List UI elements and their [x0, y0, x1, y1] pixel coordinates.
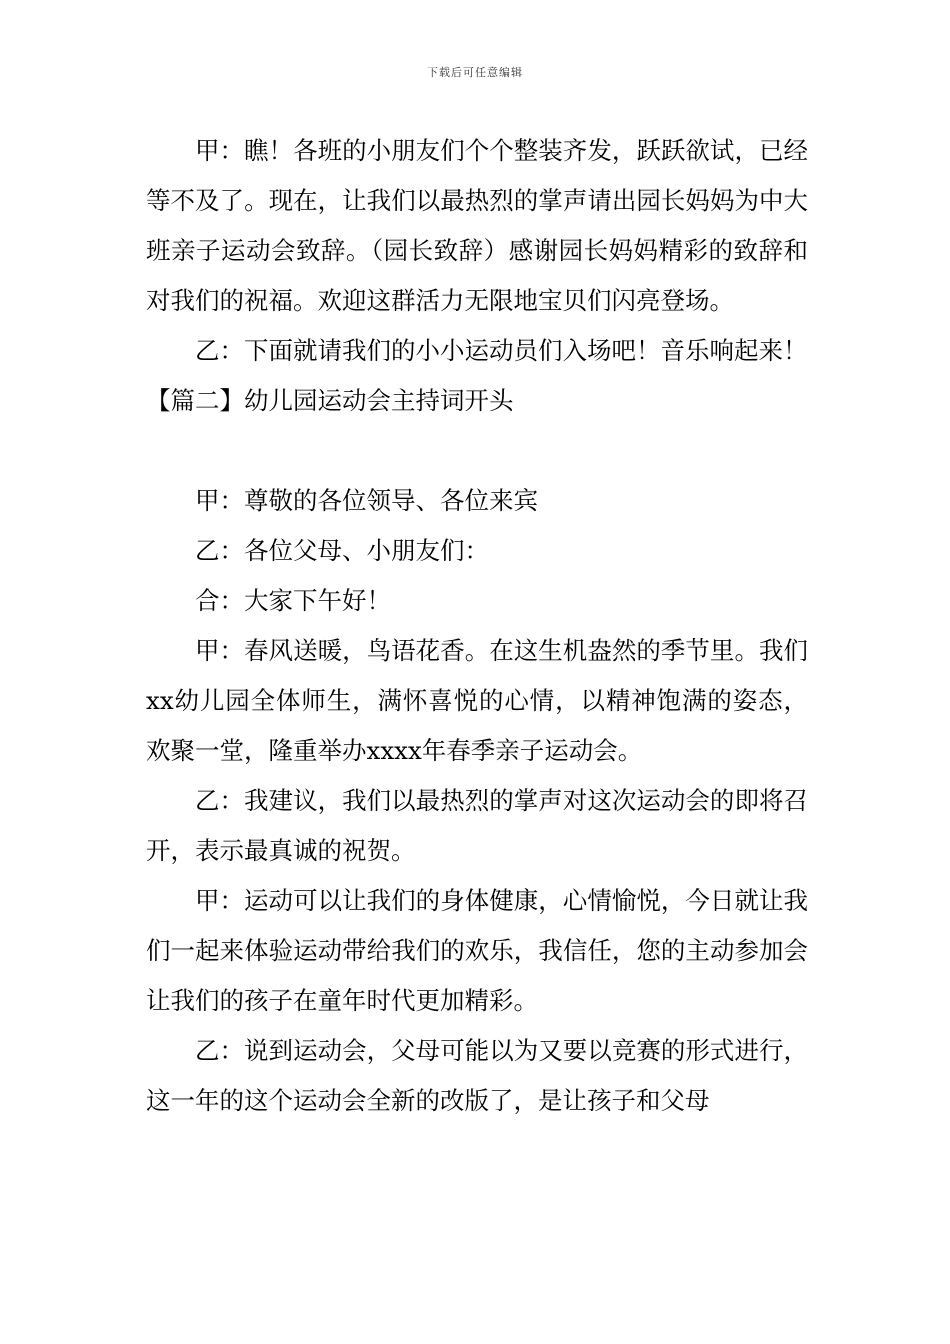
- paragraph-jia-greeting: 甲：尊敬的各位领导、各位来宾: [195, 486, 538, 515]
- paragraph-yi-enter: 乙：下面就请我们的小小运动员们入场吧！音乐响起来！: [195, 336, 808, 365]
- page-header: 下载后可任意编辑: [427, 66, 523, 79]
- paragraph-jia-health: 甲：运动可以让我们的身体健康，心情愉悦，今日就让我们一起来体验运动带给我们的欢乐，我信任，您的主动参加会让我们的孩子在童年时代更加精彩。: [146, 886, 808, 1015]
- paragraph-jia-welcome: 甲：瞧！各班的小朋友们个个整装齐发，跃跃欲试，已经等不及了。现在，让我们以最热烈的掌声请出园长妈妈为中大班亲子运动会致辞。（园长致辞）感谢园长妈妈精彩的致辞和对我们的祝福。欢迎这群活力无限地宝贝们闪亮登场。: [146, 136, 808, 315]
- paragraph-jia-spring: 甲：春风送暖，鸟语花香。在这生机盎然的季节里。我们xx幼儿园全体师生，满怀喜悦的心情，以精神饱满的姿态，欢聚一堂，隆重举办xxxx年春季亲子运动会。: [146, 636, 808, 765]
- document-body: [146, 126, 808, 1126]
- paragraph-together: 合：大家下午好！: [195, 586, 391, 615]
- section-heading: 【篇二】幼儿园运动会主持词开头: [146, 386, 514, 415]
- section-spacer: [146, 426, 808, 476]
- paragraph-yi-greeting: 乙：各位父母、小朋友们：: [195, 536, 489, 565]
- paragraph-yi-format: 乙：说到运动会，父母可能以为又要以竞赛的形式进行，这一年的这个运动会全新的改版了，是让孩子和父母: [146, 1036, 808, 1115]
- paragraph-yi-applause: 乙：我建议，我们以最热烈的掌声对这次运动会的即将召开，表示最真诚的祝贺。: [146, 786, 808, 865]
